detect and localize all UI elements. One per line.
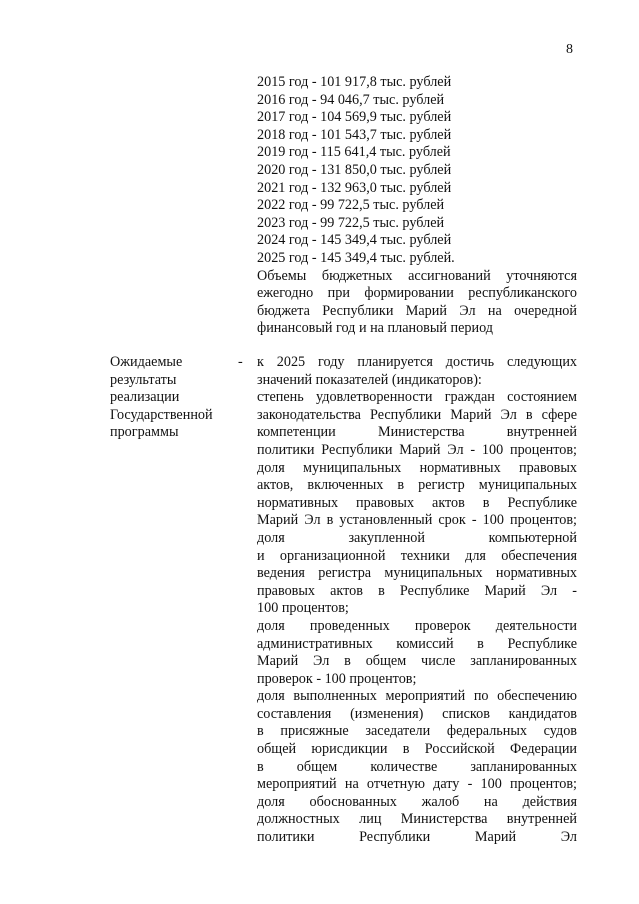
results-line: политики Республики Марий Эл bbox=[257, 829, 577, 846]
results-line: мероприятий на отчетную дату - 100 процентов; bbox=[257, 776, 577, 793]
funding-note-line: бюджета Республики Марий Эл на очередной bbox=[257, 302, 577, 319]
results-line: нормативных правовых актов в Республике bbox=[257, 494, 577, 511]
results-line: правовых актов в Республике Марий Эл - bbox=[257, 582, 577, 599]
funding-note-line: Объемы бюджетных ассигнований уточняются bbox=[257, 267, 577, 284]
funding-year-line: 2019 год - 115 641,4 тыс. рублей bbox=[257, 144, 451, 161]
funding-years-block bbox=[257, 74, 577, 338]
results-label-line: результаты bbox=[110, 371, 177, 388]
funding-year-line: 2023 год - 99 722,5 тыс. рублей bbox=[257, 214, 445, 231]
results-line: степень удовлетворенности граждан состоянием bbox=[257, 389, 577, 406]
results-line: доля проведенных проверок деятельности bbox=[257, 617, 577, 634]
funding-year-line: 2017 год - 104 569,9 тыс. рублей bbox=[257, 109, 452, 126]
results-line: в общем количестве запланированных bbox=[257, 758, 577, 775]
results-label-line: Ожидаемые bbox=[110, 354, 183, 370]
results-line: и организационной техники для обеспечения bbox=[257, 547, 577, 564]
funding-year-line: 2020 год - 131 850,0 тыс. рублей bbox=[257, 161, 452, 178]
funding-note-line: финансовый год и на плановый период bbox=[257, 320, 494, 337]
results-line: должностных лиц Министерства внутренней bbox=[257, 811, 577, 828]
funding-year-line: 2025 год - 145 349,4 тыс. рублей. bbox=[257, 249, 455, 266]
results-label-line: программы bbox=[110, 424, 179, 441]
results-line: значений показателей (индикаторов): bbox=[257, 371, 482, 388]
results-line: законодательства Республики Марий Эл в сфере bbox=[257, 406, 577, 423]
results-block bbox=[257, 354, 577, 847]
funding-year-line: 2021 год - 132 963,0 тыс. рублей bbox=[257, 179, 452, 196]
results-line: актов, включенных в регистр муниципальных bbox=[257, 477, 577, 494]
results-line: Марий Эл в общем числе запланированных bbox=[257, 653, 577, 670]
funding-year-line: 2024 год - 145 349,4 тыс. рублей bbox=[257, 232, 452, 249]
results-label-line: реализации bbox=[110, 389, 180, 406]
results-line: доля закупленной компьютерной bbox=[257, 529, 577, 546]
results-line: доля муниципальных нормативных правовых bbox=[257, 459, 577, 476]
results-line: к 2025 году планируется достичь следующих bbox=[257, 354, 577, 370]
results-line: компетенции Министерства внутренней bbox=[257, 424, 577, 441]
funding-year-line: 2016 год - 94 046,7 тыс. рублей bbox=[257, 91, 445, 108]
results-line: политики Республики Марий Эл - 100 процентов; bbox=[257, 441, 577, 458]
results-line: доля обоснованных жалоб на действия bbox=[257, 793, 577, 810]
funding-year-line: 2018 год - 101 543,7 тыс. рублей bbox=[257, 126, 452, 143]
results-line: проверок - 100 процентов; bbox=[257, 670, 417, 687]
funding-year-line: 2022 год - 99 722,5 тыс. рублей bbox=[257, 197, 445, 214]
results-line: ведения регистра муниципальных нормативных bbox=[257, 565, 577, 582]
funding-note-line: ежегодно при формировании республиканского bbox=[257, 285, 577, 302]
results-line: 100 процентов; bbox=[257, 600, 349, 617]
results-line: Марий Эл в установленный срок - 100 процентов; bbox=[257, 512, 577, 529]
results-label bbox=[110, 354, 240, 442]
results-line: в присяжные заседатели федеральных судов bbox=[257, 723, 577, 740]
results-line: доля выполненных мероприятий по обеспечению bbox=[257, 688, 577, 705]
results-line: общей юрисдикции в Российской Федерации bbox=[257, 741, 577, 758]
results-dash: - bbox=[238, 354, 243, 370]
funding-year-line: 2015 год - 101 917,8 тыс. рублей bbox=[257, 74, 452, 90]
page-number: 8 bbox=[566, 42, 573, 57]
results-label-line: Государственной bbox=[110, 406, 213, 423]
results-line: административных комиссий в Республике bbox=[257, 635, 577, 652]
results-line: составления (изменения) списков кандидатов bbox=[257, 705, 577, 722]
